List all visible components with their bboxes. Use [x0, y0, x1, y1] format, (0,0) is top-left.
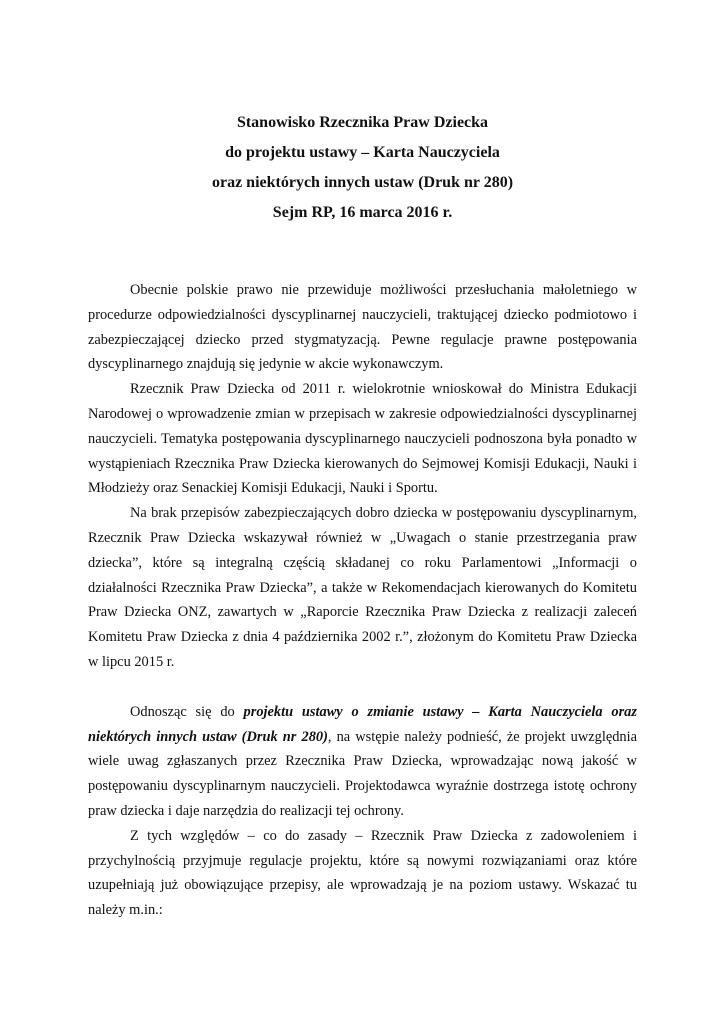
title-line-2: do projektu ustawy – Karta Nauczyciela [225, 144, 500, 161]
paragraph-1: Obecnie polskie prawo nie przewiduje możliwości przesłuchania małoletniego w procedurze odpowiedzialności dyscyplinarnej nauczycieli, traktującej dziecko podmiotowo i zabezpieczającej dziecko przed stygmatyzacją. Pewne regulacje prawne postępowania dyscyplinarnego znajdują się jedynie w akcie wykonawczym. [88, 282, 637, 373]
paragraph-4-bill-title: projektu ustawy o zmianie ustawy – Karta Nauczyciela oraz niektórych innych ustaw (Druk nr 280) [88, 703, 637, 745]
document-body [88, 278, 637, 923]
paragraph-3: Na brak przepisów zabezpieczających dobro dziecka w postępowaniu dyscyplinarnym, Rzecznik Praw Dziecka wskazywał również w „Uwagach o stanie przestrzegania praw dziecka”, które są integralną częścią składanej co roku Parlamentowi „Informacji o działalności Rzecznika Praw Dziecka”, a także w Rekomendacjach kierowanych do Komitetu Praw Dziecka ONZ, zawartych w „Raporcie Rzecznika Praw Dziecka z realizacji zaleceń Komitetu Praw Dziecka z dnia 4 października 2002 r.”, złożonym do Komitetu Praw Dziecka w lipcu 2015 r. [88, 505, 637, 670]
document-title [88, 108, 637, 228]
paragraph-4-rest: , na wstępie należy podnieść, że projekt uwzględnia wiele uwag zgłaszanych przez Rzecznika Praw Dziecka, wprowadzając nową jakość w postępowaniu dyscyplinarnym nauczycieli. Projektodawca wyraźnie dostrzega istotę ochrony praw dziecka i daje narzędzia do realizacji tej ochrony. [88, 728, 637, 819]
title-line-1: Stanowisko Rzecznika Praw Dziecka [236, 114, 489, 131]
paragraph-gap [88, 675, 637, 700]
paragraph-4-intro: Odnosząc się do [130, 703, 244, 720]
paragraph-5: Z tych względów – co do zasady – Rzecznik Praw Dziecka z zadowoleniem i przychylnością przyjmuje regulacje projektu, które są nowymi rozwiązaniami oraz które uzupełniają już obowiązujące przepisy, ale wprowadzają je na poziom ustawy. Wskazać tu należy m.in.: [88, 827, 637, 919]
paragraph-2: Rzecznik Praw Dziecka od 2011 r. wielokrotnie wnioskował do Ministra Edukacji Narodowej o wprowadzenie zmian w przepisach w zakresie odpowiedzialności dyscyplinarnej nauczycieli. Tematyka postępowania dyscyplinarnego nauczycieli podnoszona była ponadto w wystąpieniach Rzecznika Praw Dziecka kierowanych do Sejmowej Komisji Edukacji, Nauki i Młodzieży oraz Senackiej Komisji Edukacji, Nauki i Sportu. [88, 381, 637, 497]
paragraph-4 [88, 700, 637, 824]
title-line-3: oraz niektórych innych ustaw (Druk nr 280) [211, 174, 514, 191]
title-date-line: Sejm RP, 16 marca 2016 r. [272, 204, 453, 221]
